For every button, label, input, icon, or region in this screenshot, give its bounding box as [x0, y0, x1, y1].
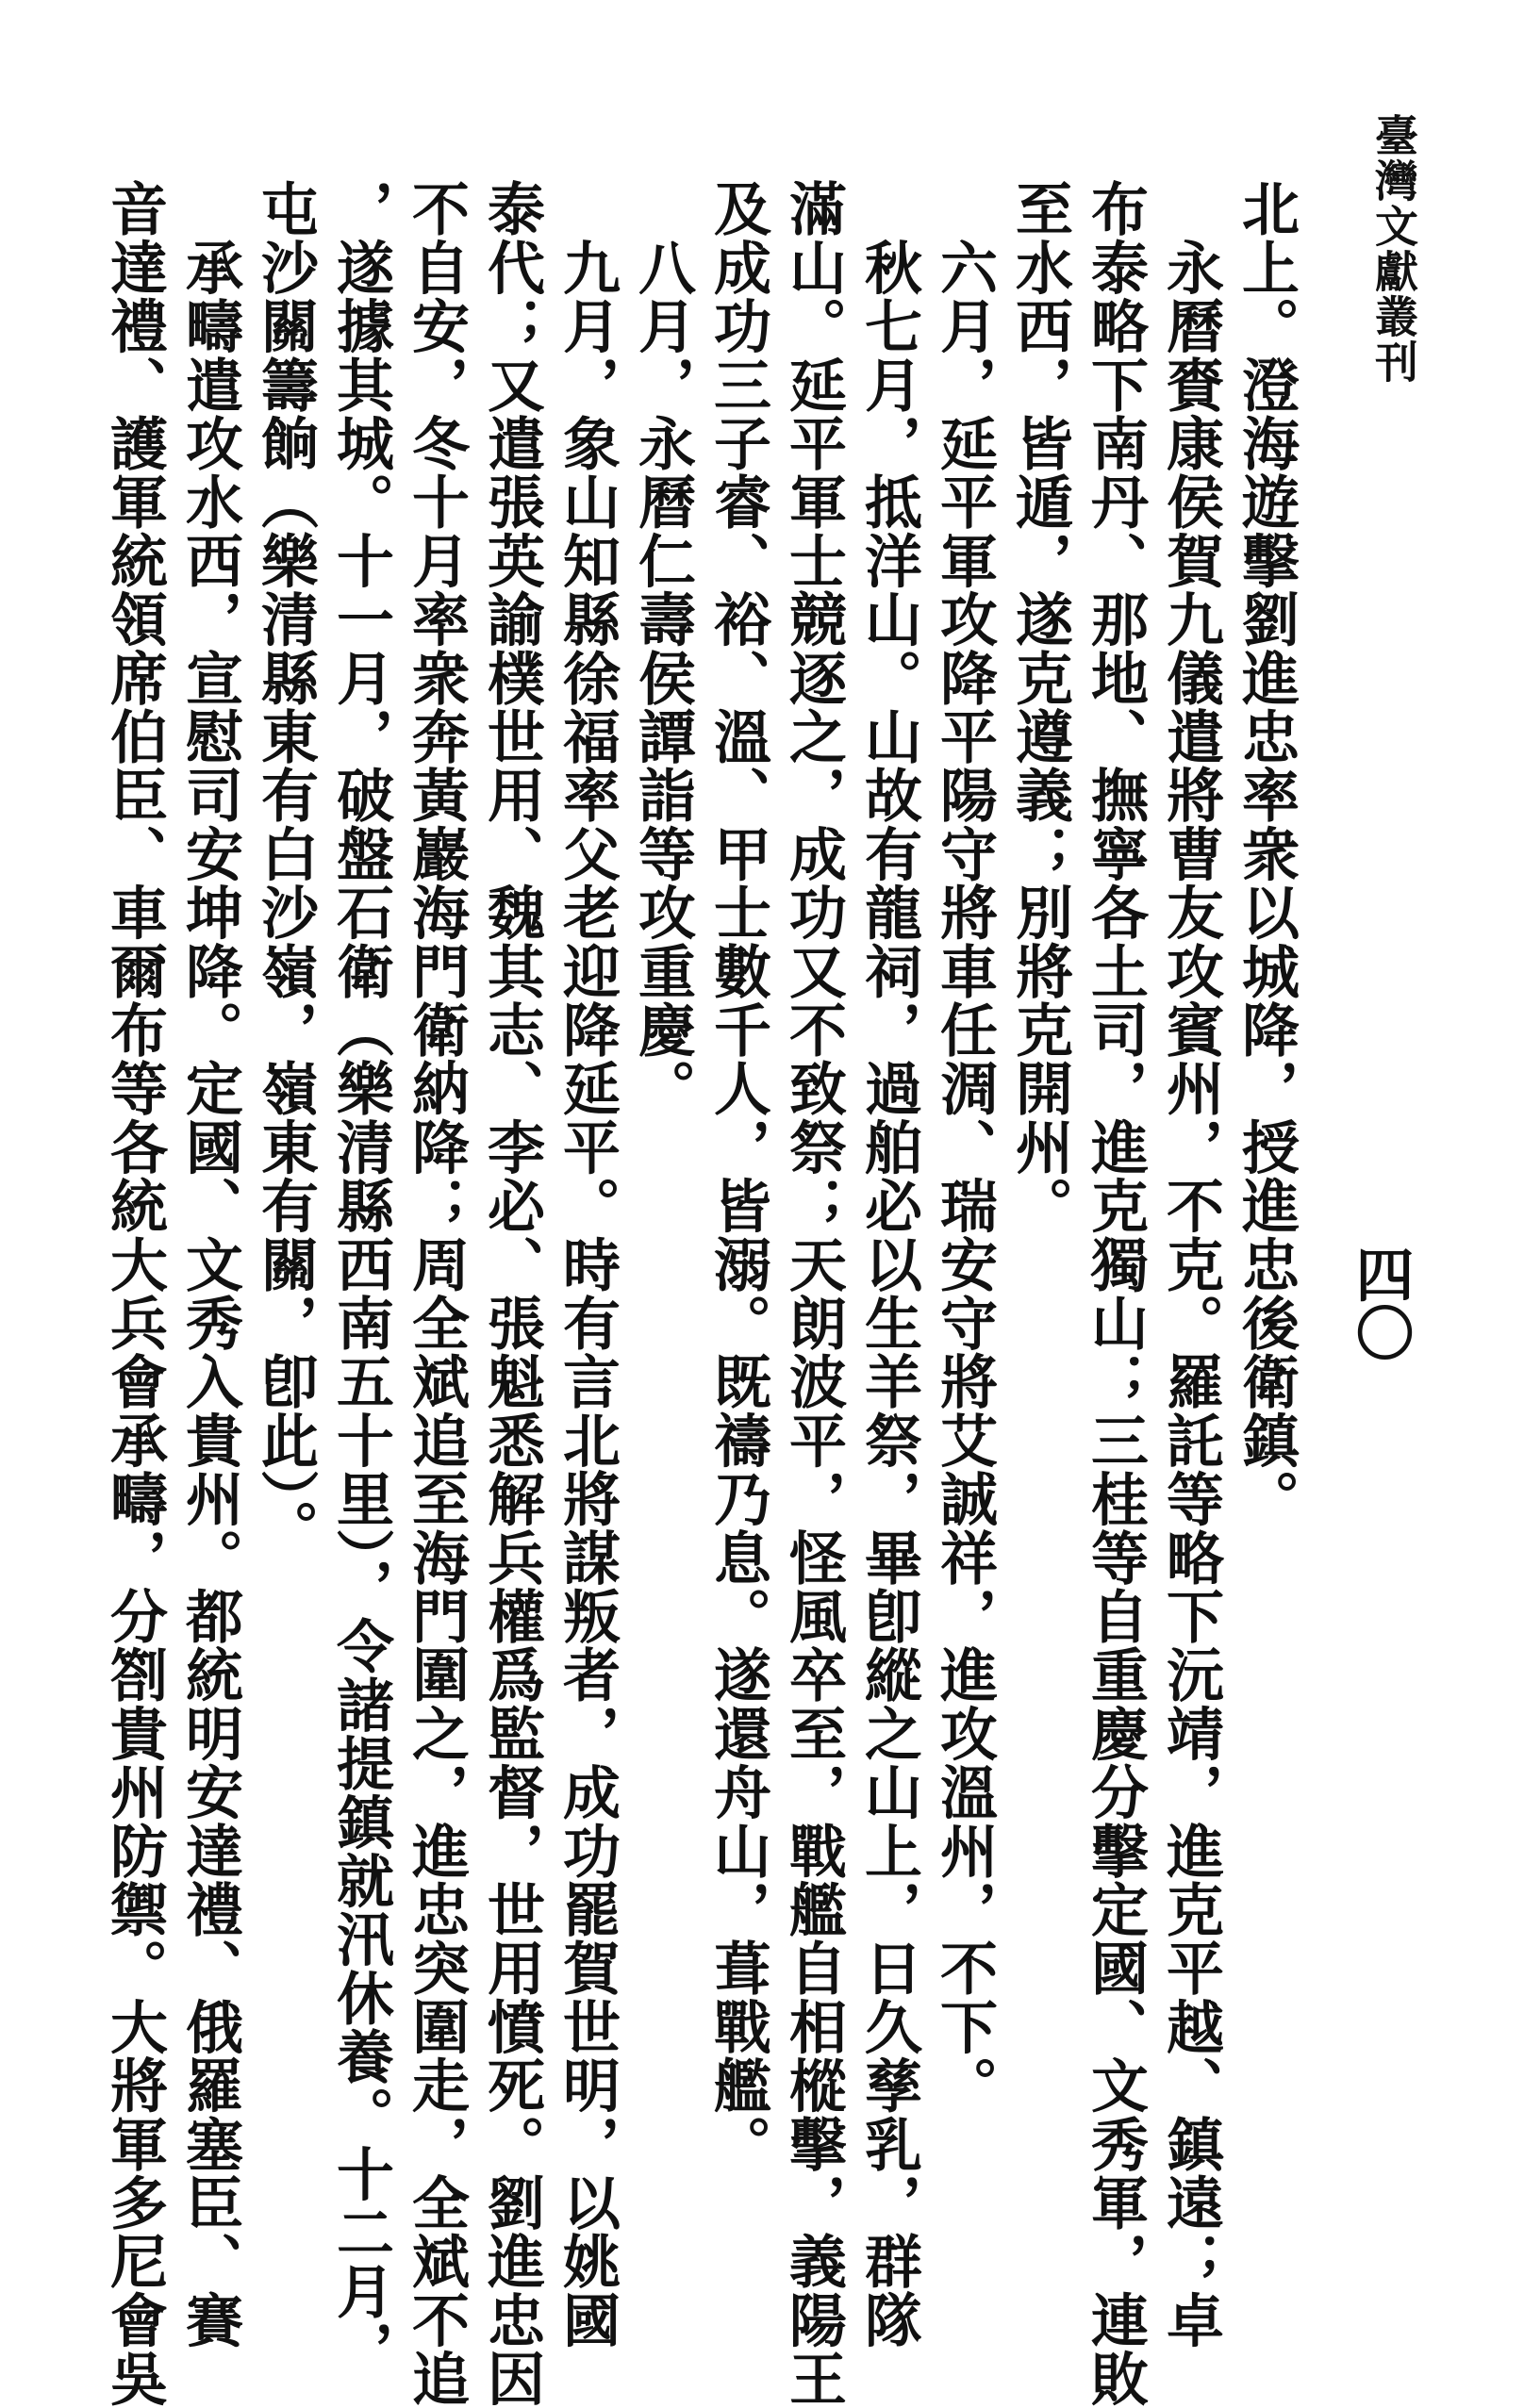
text-column-12: 不自安，冬十月率衆奔黃巖海門衛納降；周全斌追至海門圍之，進忠突圍走，全斌不追	[403, 179, 470, 2408]
text-column-6: 秋七月，抵洋山。山故有龍祠，過舶必以生羊祭，畢卽縱之山上，日久孳乳，群隊	[855, 179, 922, 2350]
text-column-15: 承疇遣攻水西，宣慰司安坤降。定國、文秀入貴州。都統明安達禮、俄羅塞臣、賽	[176, 179, 243, 2350]
text-column-16: 音達禮、護軍統領席伯臣、車爾布等各統大兵會承疇，分劄貴州防禦。大將軍多尼會吳	[101, 179, 168, 2408]
text-column-14: 屯沙關籌餉（樂清縣東有白沙嶺，嶺東有關，卽此）。	[252, 179, 319, 1559]
text-column-4: 至水西，皆遁，遂克遵義；別將克開州。	[1006, 179, 1073, 1235]
text-column-1: 北上。澄海遊擊劉進忠率衆以城降，授進忠後衛鎮。	[1233, 179, 1300, 1528]
text-column-5: 六月，延平軍攻降平陽守將車任淍、瑞安守將艾誠祥，進攻溫州，不下。	[931, 179, 998, 2115]
text-column-9: 八月，永曆仁壽侯譚詣等攻重慶。	[629, 179, 696, 1118]
page-number: 四〇	[1346, 1245, 1415, 1361]
text-column-11: 泰代；又遣張英諭樸世用、魏其志、李必、張魁悉解兵權爲監督，世用憤死。劉進忠因	[478, 179, 545, 2408]
text-column-13: ，遂據其城。十一月，破盤石衛（樂清縣西南五十里），令諸提鎮就汛休養。十二月，	[327, 179, 394, 2380]
text-column-3: 布泰略下南丹、那地、撫寧各土司，進克獨山；三桂等自重慶分擊定國、文秀軍，連敗	[1082, 179, 1149, 2408]
text-column-7: 滿山。延平軍士競逐之，成功又不致祭；天朗波平，怪風卒至，戰艦自相樅擊，義陽王	[780, 179, 847, 2408]
text-column-10: 九月，象山知縣徐福率父老迎降延平。時有言北將謀叛者，成功罷賀世明，以姚國	[554, 179, 621, 2350]
text-column-2: 永曆賚康侯賀九儀遣將曹友攻賓州，不克。羅託等略下沅靖，進克平越、鎮遠；卓	[1157, 179, 1224, 2350]
text-column-8: 及成功三子睿、裕、溫、甲士數千人，皆溺。既禱乃息。遂還舟山，葺戰艦。	[704, 179, 771, 2173]
running-header-title: 臺灣文獻叢刊	[1368, 113, 1419, 385]
